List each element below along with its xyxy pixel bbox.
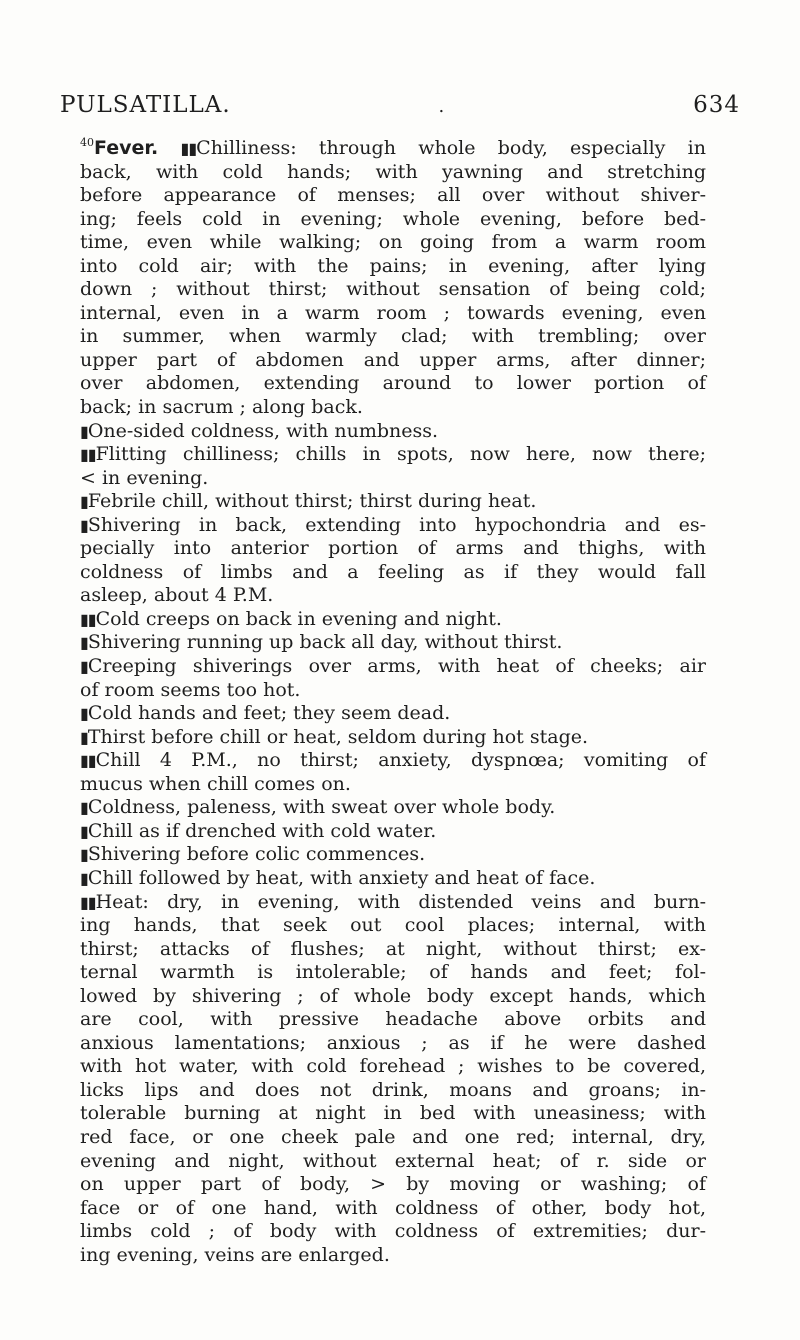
text-line [80, 1031, 706, 1056]
body-text [80, 131, 706, 1267]
text-line [80, 866, 706, 891]
text-line [80, 513, 706, 538]
line-text: limbs cold ; of body with coldness of extremities; dur- [80, 1220, 706, 1243]
line-text: down ; without thirst; without sensation of being cold; [80, 278, 706, 301]
emphasis-mark: ▮ [80, 821, 88, 841]
symptom-entry [80, 820, 706, 844]
text-line [80, 749, 706, 773]
line-text: Heat: dry, in evening, with distended veins and burn- [95, 890, 706, 913]
text-line [80, 584, 706, 608]
section-number: 40 [80, 136, 94, 149]
emphasis-mark: ▮▮ [180, 139, 197, 158]
line-text: Cold creeps on back in evening and night. [95, 607, 502, 630]
line-text: over abdomen, extending around to lower portion of [80, 372, 706, 395]
emphasis-mark: ▮▮ [80, 445, 96, 465]
text-line [80, 702, 706, 726]
line-text: Creeping shiverings over arms, with heat of cheeks; air [87, 655, 706, 678]
text-line [80, 1055, 706, 1079]
symptom-entry [80, 796, 706, 820]
header-separator: . [438, 96, 446, 117]
text-line [80, 396, 706, 420]
text-line [80, 843, 706, 867]
line-text: One-sided coldness, with numbness. [87, 419, 439, 442]
emphasis-mark: ▮ [80, 798, 88, 818]
text-line [80, 443, 706, 467]
symptom-entry [80, 891, 706, 1268]
line-text: Shivering running up back all day, without thirst. [87, 631, 563, 654]
line-text: back, with cold hands; with yawning and stretching [80, 160, 706, 183]
line-text: are cool, with pressive headache above orbits and [80, 1008, 706, 1031]
emphasis-mark: ▮ [80, 845, 88, 865]
text-line [80, 819, 706, 844]
line-text: on upper part of body, > by moving or washing; of [80, 1173, 706, 1196]
line-text: of room seems too hot. [80, 678, 301, 701]
line-text: back; in sacrum ; along back. [80, 396, 363, 419]
line-text: Flitting chilliness; chills in spots, now here, now there; [95, 443, 706, 466]
line-text: internal, even in a warm room ; towards evening, even [80, 301, 706, 324]
line-text: ing; feels cold in evening; whole evening, before bed- [80, 207, 706, 230]
symptom-entry [80, 726, 706, 750]
line-text: red face, or one cheek pale and one red; internal, dry, [80, 1125, 706, 1148]
text-line [80, 1008, 706, 1032]
text-line [80, 1173, 706, 1197]
text-line [80, 207, 706, 232]
line-text: ing hands, that seek out cool places; internal, with [80, 914, 706, 937]
symptom-entry [80, 867, 706, 891]
text-line [80, 961, 706, 985]
text-line [80, 655, 706, 679]
line-text: before appearance of menses; all over without shiver- [80, 184, 706, 207]
text-line [80, 1078, 706, 1103]
text-line [80, 890, 706, 915]
text-line [80, 1149, 706, 1174]
line-text: into cold air; with the pains; in evening, after lying [80, 254, 706, 277]
text-line [80, 254, 706, 279]
symptom-entry [80, 702, 706, 726]
line-text: evening and night, without external heat; of r. side or [80, 1149, 706, 1172]
line-text: thirst; attacks of flushes; at night, without thirst; ex- [80, 937, 706, 960]
line-text: licks lips and does not drink, moans and groans; in- [80, 1078, 706, 1101]
line-text: Chill as if drenched with cold water. [87, 819, 437, 842]
line-text: Chill followed by heat, with anxiety and heat of face. [87, 866, 596, 889]
line-text: upper part of abdomen and upper arms, after dinner; [80, 348, 706, 371]
line-text: Coldness, paleness, with sweat over whole body. [87, 796, 556, 819]
text-line [80, 184, 706, 208]
text-line [80, 772, 706, 797]
emphasis-mark: ▮▮ [80, 609, 96, 629]
line-text: asleep, about 4 P.M. [80, 584, 274, 607]
line-text: Thirst before chill or heat, seldom during hot stage. [87, 725, 589, 748]
text-line [80, 1125, 706, 1150]
symptom-entry [80, 749, 706, 796]
text-line [80, 325, 706, 349]
text-line [80, 466, 706, 491]
line-text: ternal warmth is intolerable; of hands and feet; fol- [80, 961, 706, 984]
emphasis-mark: ▮ [80, 657, 88, 677]
symptom-entry [80, 608, 706, 632]
symptom-entry [80, 631, 706, 655]
line-text: Chill 4 P.M., no thirst; anxiety, dyspnœa; vomiting of [95, 749, 706, 772]
text-line [80, 678, 706, 703]
emphasis-mark: ▮ [80, 515, 88, 535]
line-text: in summer, when warmly clad; with trembling; over [80, 325, 706, 348]
emphasis-mark: ▮ [80, 492, 88, 512]
line-text: Chilliness: through whole body, especially in [196, 137, 706, 159]
text-line [80, 131, 706, 161]
symptom-entry [80, 514, 706, 608]
line-text: mucus when chill comes on. [80, 772, 351, 795]
line-text: coldness of limbs and a feeling as if they would fall [80, 560, 706, 583]
text-line [80, 348, 706, 373]
emphasis-mark: ▮ [80, 633, 88, 653]
emphasis-mark: ▮ [80, 727, 88, 747]
text-line [80, 607, 706, 632]
line-text: Cold hands and feet; they seem dead. [87, 702, 451, 725]
running-header [60, 92, 740, 118]
text-line [80, 1102, 706, 1126]
text-line [80, 984, 706, 1009]
text-line [80, 914, 706, 938]
symptom-entry [80, 443, 706, 490]
line-text: face or of one hand, with coldness of other, body hot, [80, 1196, 706, 1219]
text-line [80, 278, 706, 302]
line-text: with hot water, with cold forehead ; wishes to be covered, [80, 1055, 706, 1078]
page-number: 634 [693, 92, 740, 118]
emphasis-mark: ▮ [80, 421, 88, 441]
text-line [80, 1196, 706, 1221]
text-line [80, 419, 706, 444]
section-heading: Fever. [94, 137, 159, 159]
line-text: Shivering in back, extending into hypochondria and es- [87, 513, 706, 536]
text-line [80, 537, 706, 561]
line-text: tolerable burning at night in bed with uneasiness; with [80, 1102, 706, 1125]
symptom-entry [80, 420, 706, 444]
text-line [80, 160, 706, 185]
emphasis-mark: ▮ [80, 704, 88, 724]
symptom-entry [80, 843, 706, 867]
symptom-entry [80, 131, 706, 420]
line-text: Febrile chill, without thirst; thirst during heat. [87, 490, 537, 513]
text-line [80, 490, 706, 514]
text-line [80, 725, 706, 750]
line-text: pecially into anterior portion of arms and thighs, with [80, 537, 706, 560]
line-text: ing evening, veins are enlarged. [80, 1243, 390, 1266]
line-text: lowed by shivering ; of whole body except hands, which [80, 984, 706, 1007]
line-text: time, even while walking; on going from a warm room [80, 231, 706, 254]
line-text: < in evening. [80, 466, 209, 489]
symptom-entry [80, 490, 706, 514]
emphasis-mark: ▮▮ [80, 751, 96, 771]
line-text: anxious lamentations; anxious ; as if he were dashed [80, 1031, 706, 1054]
text-line [80, 937, 706, 962]
text-line [80, 796, 706, 820]
text-line [80, 631, 706, 655]
emphasis-mark: ▮▮ [80, 892, 96, 912]
emphasis-mark: ▮ [80, 868, 88, 888]
text-line [80, 560, 706, 585]
text-line [80, 301, 706, 326]
text-line [80, 1220, 706, 1244]
text-line [80, 372, 706, 396]
running-title: PULSATILLA. [60, 92, 231, 118]
text-line [80, 1243, 706, 1268]
line-text: Shivering before colic commences. [87, 843, 426, 866]
text-line [80, 231, 706, 255]
symptom-entry [80, 655, 706, 702]
